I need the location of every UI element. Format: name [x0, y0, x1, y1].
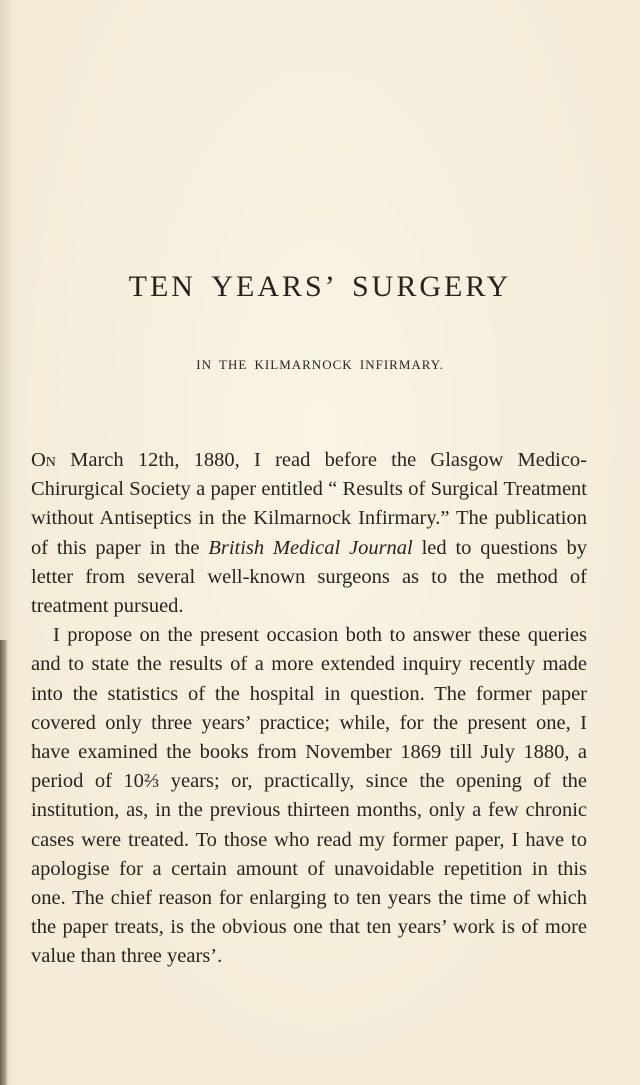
paragraph-1-text-b: led to questions by letter from several well-known surgeons as to the method of treatment pursued. — [31, 536, 587, 618]
paragraph-1-lead: On — [31, 449, 56, 471]
chapter-subtitle: IN THE KILMARNOCK INFIRMARY. — [196, 357, 444, 372]
paragraph-1-text-a: March 12th, 1880, I read before the Glasgow Medico-Chirurgical Society a paper entitled “ Results of Surgical Treatment without Antiseptics in the Kilmarnock Infirmary.” The publication of this paper in the — [31, 449, 587, 559]
chapter-title: TEN YEARS’ SURGERY — [128, 270, 512, 303]
paragraph-1 — [31, 446, 587, 621]
paragraph-2: I propose on the present occasion both to answer these queries and to state the results of a more extended inquiry recently made into the statistics of the hospital in question. The former paper covered only three years’ practice; while, for the present one, I have examined the books from November 1869 till July 1880, a period of 10⅔ years; or, practically, since the opening of the institution, as, in the previous thirteen months, only a few chronic cases were treated. To those who read my former paper, I have to apologise for a certain amount of unavoidable repetition in this one. The chief reason for enlarging to ten years the time of which the paper treats, is the obvious one that ten years’ work is of more value than three years’. — [31, 624, 587, 968]
journal-title: British Medical Journal — [208, 536, 413, 559]
body-text — [31, 446, 587, 972]
binding-edge — [0, 640, 8, 1085]
